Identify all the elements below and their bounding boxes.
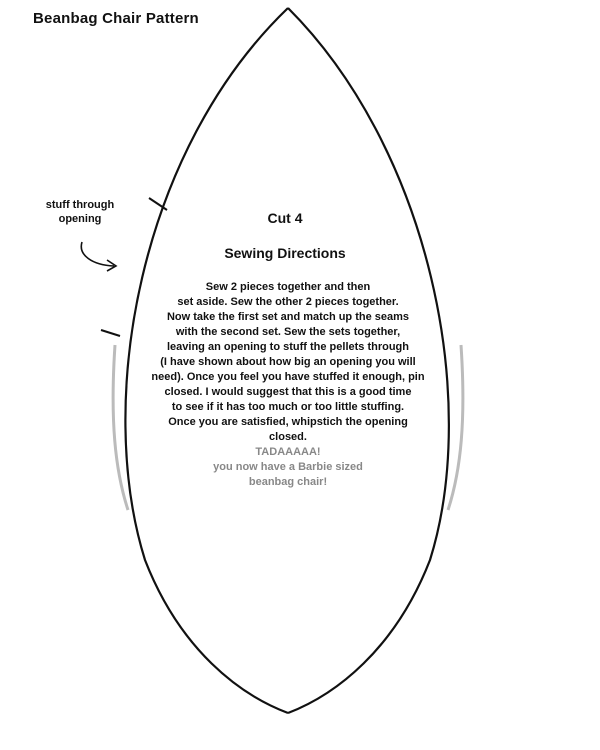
opening-marker-bottom xyxy=(101,330,120,336)
direction-line: set aside. Sew the other 2 pieces together. xyxy=(177,296,399,308)
stuff-through-note xyxy=(30,198,130,226)
direction-line: need). Once you feel you have stuffed it enough, pin xyxy=(151,371,425,383)
page-title: Beanbag Chair Pattern xyxy=(33,10,199,27)
arrow-icon xyxy=(81,242,114,266)
direction-line: to see if it has too much or too little stuffing. xyxy=(171,401,405,413)
sewing-directions-text xyxy=(123,280,453,490)
direction-line: leaving an opening to stuff the pellets through xyxy=(167,341,409,353)
closing-line: beanbag chair! xyxy=(248,476,328,488)
direction-line: closed. xyxy=(269,431,307,443)
sewing-directions-heading: Sewing Directions xyxy=(224,245,346,261)
stuff-note-line: stuff through xyxy=(45,199,115,211)
direction-line: Sew 2 pieces together and then xyxy=(205,281,371,293)
direction-line: Once you are satisfied, whipstich the opening xyxy=(168,416,408,428)
direction-line: (I have shown about how big an opening you will xyxy=(160,356,416,368)
direction-line: Now take the first set and match up the seams xyxy=(166,311,410,323)
closing-line: TADAAAAA! xyxy=(255,446,321,458)
stuff-note-line: opening xyxy=(58,213,102,225)
direction-line: with the second set. Sew the sets together, xyxy=(175,326,401,338)
closing-line: you now have a Barbie sized xyxy=(213,461,363,473)
cut-count-label: Cut 4 xyxy=(267,210,303,226)
direction-line: closed. I would suggest that this is a good time xyxy=(164,386,412,398)
